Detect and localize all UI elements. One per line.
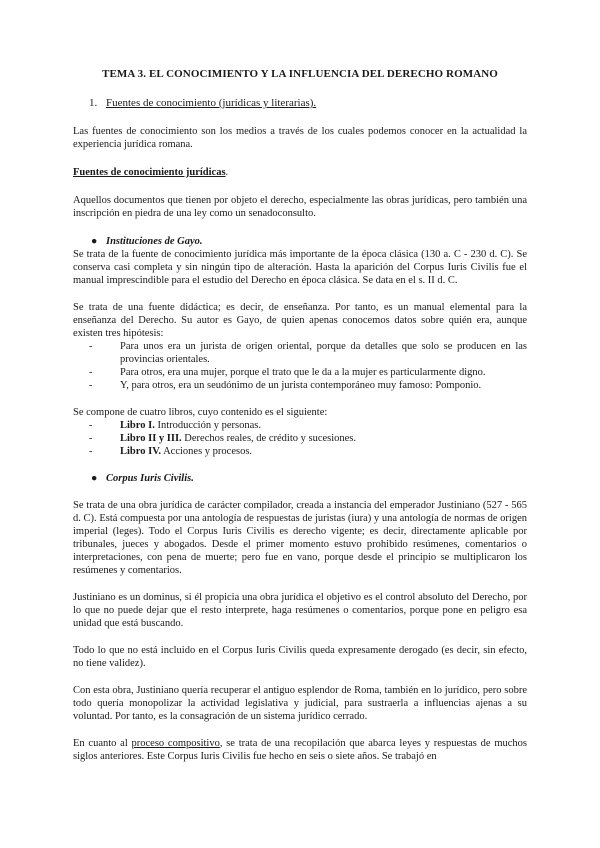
list-item-text: Y, para otros, era un seudónimo de un jurista contemporáneo muy famoso: Pomponio.: [120, 380, 482, 391]
gayo-paragraph-2: Se trata de una fuente didáctica; es decir, de enseñanza. Por tanto, es un manual elemental para la enseñanza del Derecho. Su autor es Gayo, de quien apenas conocemos datos sobre quién era, aunque existen tres hipótesis:: [73, 302, 527, 339]
list-item: - Para unos era un jurista de origen oriental, porque da detalles que solo se producen en las provincias orientales.: [89, 341, 527, 365]
section-intro-paragraph: Aquellos documentos que tienen por objeto el derecho, especialmente las obras jurídicas, pero también una inscripción en piedra de una ley como un senadoconsulto.: [73, 195, 527, 219]
list-item-text: Para unos era un jurista de origen oriental, porque da detalles que solo se producen en las provincias orientales.: [120, 341, 527, 365]
proceso-compositivo-term: proceso compositivo: [131, 738, 220, 749]
section-heading: [73, 166, 527, 179]
corpus-paragraph-4: Con esta obra, Justiniano quería recuperar el antiguo esplendor de Roma, también en lo jurídico, pero sobre todo quería monopolizar la actividad legislativa y judicial, para sustraerla a influencias ajenas a su voluntad. Por tanto, es la consagración de un sistema jurídico cerrado.: [73, 685, 527, 722]
corpus-paragraph-3: Todo lo que no está incluido en el Corpus Iuris Civilis queda expresamente derogado (es decir, sin efecto, no tiene validez).: [73, 645, 527, 669]
book-label: Libro II y III.: [120, 433, 182, 444]
corpus-paragraph-5: [73, 737, 527, 763]
list-item: - Y, para otros, era un seudónimo de un jurista contemporáneo muy famoso: Pomponio.: [89, 380, 482, 391]
p5-post: , se trata de una recopilación que abarca leyes y respuestas de muchos siglos anteriores. Este Corpus Iuris Civilis fue hecho en seis o siete años. Se trabajó en: [73, 738, 527, 762]
section-heading-text: Fuentes de conocimiento jurídicas: [73, 167, 226, 178]
hypotheses-list: [73, 340, 527, 392]
book-text: Derechos reales, de crédito y sucesiones.: [181, 433, 357, 444]
numbered-heading: [89, 97, 527, 110]
heading-number: 1.: [89, 97, 98, 109]
corpus-heading-text: Corpus Iuris Civilis.: [106, 473, 194, 484]
heading-text: Fuentes de conocimiento (jurídicas y literarias).: [106, 97, 317, 109]
p5-pre: En cuanto al: [73, 738, 132, 749]
bullet-dot-icon: ●: [91, 473, 98, 484]
list-item: - Libro I. Introducción y personas.: [89, 420, 261, 431]
list-item: - Para otros, era una mujer, porque el trato que le da a la mujer es particularmente digno.: [89, 367, 486, 378]
books-list: [73, 419, 527, 458]
bullet-dot-icon: ●: [91, 236, 98, 247]
book-text: Introducción y personas.: [154, 420, 261, 431]
corpus-paragraph-2: Justiniano es un dominus, si él propicia una obra jurídica el objetivo es el control absoluto del Derecho, por lo que no puede dejar que el resto interprete, haga resúmenes o comentarios, porque pone en peligro esa unidad que está buscando.: [73, 592, 527, 629]
gayo-heading-text: Instituciones de Gayo.: [106, 236, 203, 247]
intro-paragraph: Las fuentes de conocimiento son los medios a través de los cuales podemos conocer en la actualidad la experiencia jurídica romana.: [73, 126, 527, 150]
list-item: - Libro II y III. Derechos reales, de crédito y sucesiones.: [89, 433, 357, 444]
list-item-text: Para otros, era una mujer, porque el trato que le da a la mujer es particularmente digno.: [120, 367, 486, 378]
book-label: Libro IV.: [120, 446, 162, 457]
books-intro: Se compone de cuatro libros, cuyo contenido es el siguiente:: [73, 407, 328, 418]
book-text: Acciones y procesos.: [161, 446, 253, 457]
gayo-paragraph-1: Se trata de la fuente de conocimiento jurídica más importante de la época clásica (130 a. C - 230 d. C). Se conserva casi completa y sin ningún tipo de alteración. Hasta la aparición del Corpus Iuris Civilis fue el manual imprescindible para el estudio del Derecho en época clásica. Se data en el s. II d. C.: [73, 249, 527, 286]
corpus-paragraph-1: Se trata de una obra jurídica de carácter compilador, creada a instancia del emperador Justiniano (527 - 565 d. C). Está compuesta por una antología de respuestas de juristas (iura) y una antología de normas de origen imperial (leges). Todo el Corpus Iuris Civilis es derecho vigente; es decir, directamente aplicable por tribunales, jueces y abogados. Desde el primer momento estuvo prohibido resúmenes, comentarios o interpretaciones, con pena de muerte; pero fue en vano, porque desde el principio se multiplicaron los resúmenes y comentarios.: [73, 500, 527, 576]
section-heading-suffix: .: [225, 167, 229, 178]
corpus-heading: [91, 472, 527, 485]
document-title: TEMA 3. EL CONOCIMIENTO Y LA INFLUENCIA DEL DERECHO ROMANO: [102, 68, 498, 80]
list-item: - Libro IV. Acciones y procesos.: [89, 446, 253, 457]
gayo-heading: [91, 235, 527, 248]
book-label: Libro I.: [120, 420, 155, 431]
